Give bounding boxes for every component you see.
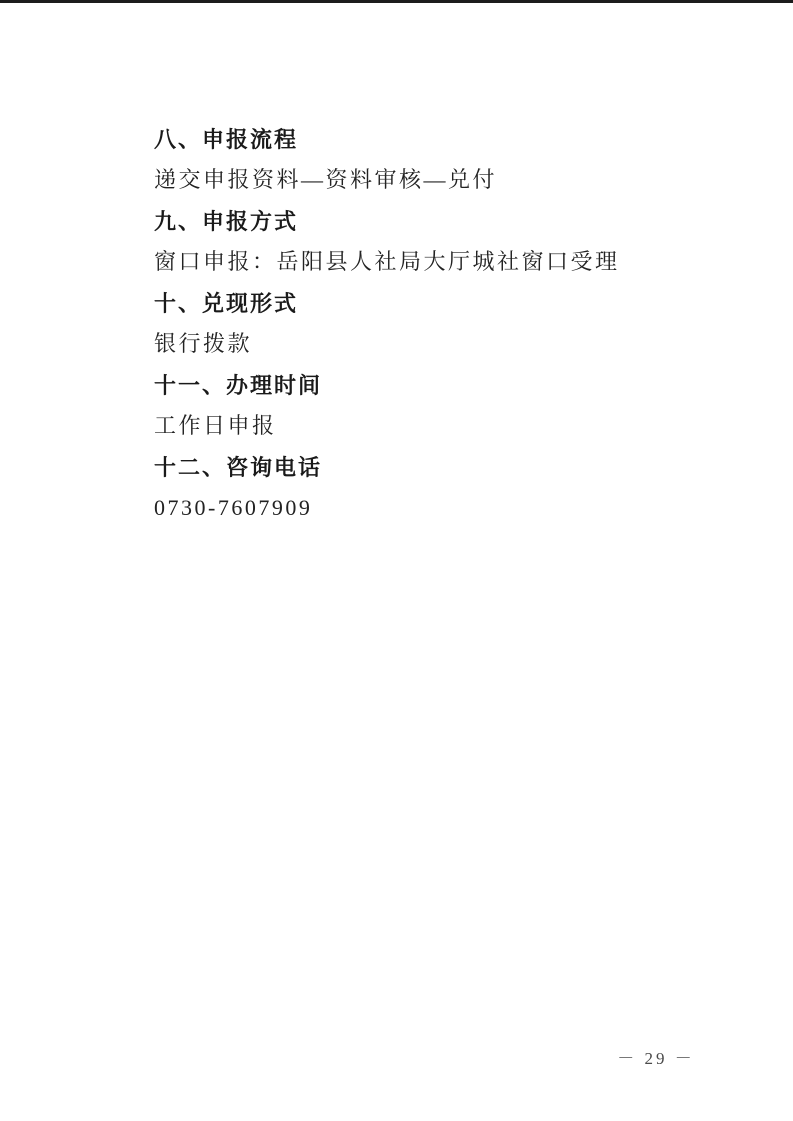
section-heading: 十、兑现形式 — [154, 291, 299, 316]
section-handling-time — [154, 374, 733, 439]
document-content — [154, 128, 733, 538]
section-consultation-phone — [154, 456, 733, 521]
section-heading: 十一、办理时间 — [154, 373, 323, 398]
scan-edge-line — [0, 0, 793, 3]
section-application-process — [154, 128, 733, 193]
section-heading: 十二、咨询电话 — [154, 455, 323, 480]
section-heading: 九、申报方式 — [154, 209, 299, 234]
section-application-method — [154, 210, 733, 275]
section-body: 0730-7607909 — [154, 495, 313, 520]
section-body: 递交申报资料—资料审核—兑付 — [154, 167, 498, 192]
section-body: 窗口申报：岳阳县人社局大厅城社窗口受理 — [154, 249, 620, 274]
section-heading: 八、申报流程 — [154, 127, 299, 152]
section-payment-form — [154, 292, 733, 357]
page-number: － 29 － — [617, 1049, 695, 1068]
section-body: 银行拨款 — [154, 331, 253, 356]
section-body: 工作日申报 — [154, 413, 277, 438]
